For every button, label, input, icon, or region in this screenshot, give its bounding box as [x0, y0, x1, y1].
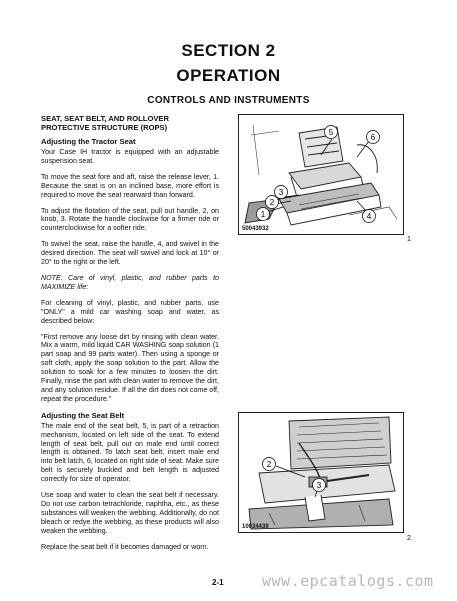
paragraph: Replace the seat belt if it becomes damaged or worn. — [41, 542, 209, 551]
section-title: SECTION 2 — [181, 41, 276, 60]
paragraph: To move the seat fore and aft, raise the release lever, 1. Because the seat is on an inclined base, more effort is required to move the seat rearward than forward. — [41, 172, 219, 199]
paragraph: Use soap and water to clean the seat belt if necessary. Do not use carbon tetrachloride, naphtha, etc., as these substances will weaken the webbing. Additionally, do not bleach or redye the webbing, as these products will also weaken the webbing. — [41, 491, 219, 535]
watermark: www.epcatalogs.com — [262, 572, 434, 590]
paragraph: To swivel the seat, raise the handle, 4, and swivel in the desired direction. The seat will swivel and lock at 10° or 20° to the right or the left. — [41, 240, 219, 267]
callout-2-label: 2 — [269, 198, 275, 207]
paragraph: To adjust the flotation of the seat, pull out handle, 2, on knob, 3. Rotate the handle clockwise for a firmer ride or counterclockwise for a softer ride. — [41, 206, 219, 233]
seat-rops-heading — [41, 114, 219, 132]
figure-2-code: 10034439 — [242, 524, 269, 530]
heading-line-2: PROTECTIVE STRUCTURE (ROPS) — [41, 123, 168, 132]
callout-3-label: 3 — [278, 188, 284, 197]
figure-1-code: 50043932 — [242, 226, 269, 232]
subsection-title: CONTROLS AND INSTRUMENTS — [147, 95, 310, 106]
heading-line-1: SEAT, SEAT BELT, AND ROLLOVER — [41, 114, 169, 123]
figure-1-number: 1 — [407, 236, 411, 243]
text-column — [41, 114, 219, 559]
care-note: NOTE: Care of vinyl, plastic, and rubber parts to MAXIMIZE life: — [41, 273, 219, 291]
adjusting-seat-heading: Adjusting the Tractor Seat — [41, 137, 136, 146]
callout-6-label: 6 — [370, 133, 376, 142]
callout-5-label: 5 — [328, 128, 334, 137]
callout-3-label: 3 — [316, 481, 322, 490]
callout-4-label: 4 — [366, 212, 372, 221]
figure-2-number: 2 — [407, 535, 411, 542]
adjusting-belt-heading: Adjusting the Seat Belt — [41, 410, 125, 420]
paragraph: Your Case IH tractor is equipped with an adjustable suspension seat. — [41, 148, 219, 165]
seat-belt-drawing — [239, 413, 403, 532]
seat-drawing — [239, 115, 403, 234]
page-title: OPERATION — [176, 66, 281, 85]
callout-2-label: 2 — [266, 460, 272, 469]
figure-1-seat-illustration — [238, 114, 404, 235]
callout-1-label: 1 — [260, 210, 266, 219]
paragraph: "First remove any loose dirt by rinsing with clean water. Mix a warm, mild liquid CAR WASHING soap solution (1 part soap and 99 parts water). Then using a sponge or soft cloth, apply the soap solution to the part. Allow the solution to soak for a few minutes to loosen the dirt. Finally, rinse the part with clean water to remove the dirt, and any solution residue. If all the dirt does not come off, repeat the procedure." — [41, 332, 219, 403]
paragraph: For cleaning of vinyl, plastic, and rubber parts, use "ONLY" a mild car washing soap and water, as described below: — [41, 298, 219, 325]
paragraph: The male end of the seat belt, 5, is part of a retraction mechanism, located on left side of the seat. To extend length of seat belt, pull out on male end until correct length is obtained. To latch seat belt, insert male end into belt latch, 6, located on right side of seat. Make sure belt is securely buckled and belt length is adjusted correctly for size of operator. — [41, 421, 219, 484]
figure-2-seat-belt-illustration — [238, 412, 404, 533]
page-number: 2-1 — [212, 578, 224, 587]
